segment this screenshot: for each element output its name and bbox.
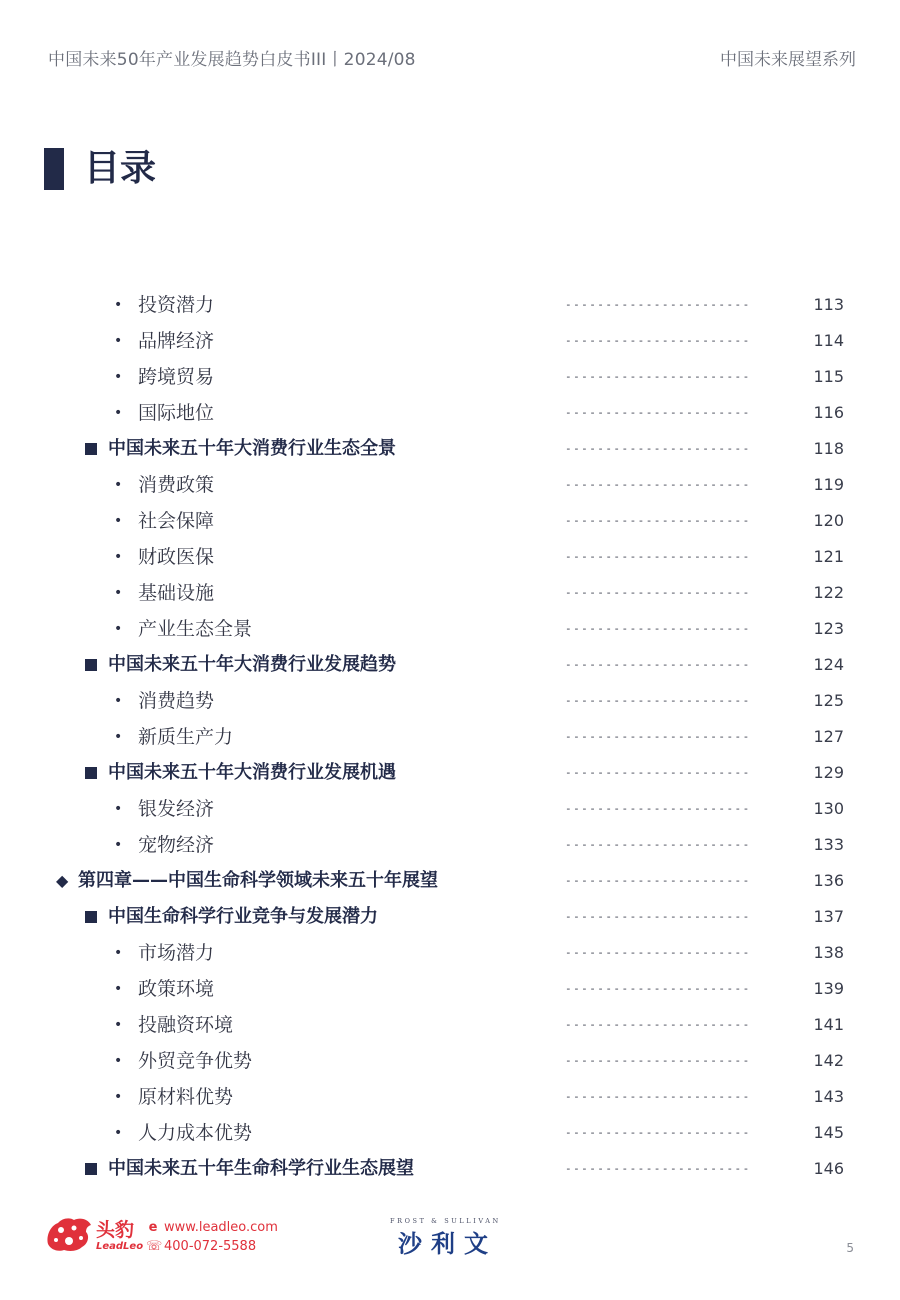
bullet-icon: • xyxy=(114,333,123,349)
toc-leader-dashes: ----------------------- xyxy=(565,550,751,563)
toc-entry-label: 投融资环境 xyxy=(138,1014,234,1036)
toc-leader-dashes: ----------------------- xyxy=(565,514,751,527)
toc-entry-page: 124 xyxy=(813,655,844,674)
toc-leader-dashes: ----------------------- xyxy=(565,658,751,671)
toc-entry[interactable] xyxy=(0,611,900,647)
toc-entry-page: 139 xyxy=(813,979,844,998)
diamond-bullet-icon: ◆ xyxy=(56,871,69,890)
bullet-icon: • xyxy=(114,585,123,601)
toc-entry[interactable] xyxy=(0,359,900,395)
toc-leader-dashes: ----------------------- xyxy=(565,1018,751,1031)
toc-entry[interactable] xyxy=(0,863,900,899)
toc-entry-label: 政策环境 xyxy=(138,978,215,1000)
toc-entry-label: 消费政策 xyxy=(138,474,215,496)
table-of-contents xyxy=(0,287,900,1187)
bullet-icon: • xyxy=(114,693,123,709)
toc-entry-label: 中国未来五十年生命科学行业生态展望 xyxy=(108,1158,414,1179)
bullet-icon: • xyxy=(114,621,123,637)
toc-entry-page: 129 xyxy=(813,763,844,782)
toc-entry-page: 120 xyxy=(813,511,844,530)
square-bullet-icon xyxy=(85,443,97,455)
toc-leader-dashes: ----------------------- xyxy=(565,730,751,743)
toc-entry[interactable] xyxy=(0,539,900,575)
toc-entry-label: 市场潜力 xyxy=(138,942,215,964)
series-name: 中国未来展望系列 xyxy=(720,50,856,70)
square-bullet-icon xyxy=(85,911,97,923)
bullet-icon: • xyxy=(114,477,123,493)
toc-entry-page: 130 xyxy=(813,799,844,818)
toc-entry-label: 中国未来五十年大消费行业生态全景 xyxy=(108,438,396,459)
brand-name-cn: 头豹 xyxy=(96,1219,135,1241)
toc-entry-page: 114 xyxy=(813,331,844,350)
toc-entry-label: 人力成本优势 xyxy=(138,1122,253,1144)
toc-entry[interactable] xyxy=(0,1151,900,1187)
phone-contact xyxy=(146,1239,256,1254)
toc-leader-dashes: ----------------------- xyxy=(565,442,751,455)
toc-leader-dashes: ----------------------- xyxy=(565,478,751,491)
bullet-icon: • xyxy=(114,837,123,853)
toc-entry-label: 产业生态全景 xyxy=(138,618,253,640)
toc-entry[interactable] xyxy=(0,323,900,359)
toc-entry-label: 社会保障 xyxy=(138,510,215,532)
website-link[interactable] xyxy=(146,1220,278,1235)
toc-entry-label: 基础设施 xyxy=(138,582,215,604)
bullet-icon: • xyxy=(114,1089,123,1105)
square-bullet-icon xyxy=(85,767,97,779)
toc-leader-dashes: ----------------------- xyxy=(565,370,751,383)
toc-leader-dashes: ----------------------- xyxy=(565,694,751,707)
toc-entry-label: 国际地位 xyxy=(138,402,215,424)
globe-icon: e xyxy=(148,1220,158,1235)
toc-entry-page: 122 xyxy=(813,583,844,602)
toc-entry[interactable] xyxy=(0,755,900,791)
toc-entry-label: 中国未来五十年大消费行业发展趋势 xyxy=(108,654,396,675)
toc-leader-dashes: ----------------------- xyxy=(565,622,751,635)
toc-leader-dashes: ----------------------- xyxy=(565,334,751,347)
toc-entry-page: 146 xyxy=(813,1159,844,1178)
toc-entry[interactable] xyxy=(0,971,900,1007)
toc-entry[interactable] xyxy=(0,287,900,323)
toc-leader-dashes: ----------------------- xyxy=(565,1126,751,1139)
toc-leader-dashes: ----------------------- xyxy=(565,1162,751,1175)
partner-logo-cn: 沙利文 xyxy=(398,1230,497,1258)
toc-leader-dashes: ----------------------- xyxy=(565,1090,751,1103)
toc-entry[interactable] xyxy=(0,719,900,755)
toc-entry-page: 141 xyxy=(813,1015,844,1034)
partner-logo-en: FROST & SULLIVAN xyxy=(390,1217,501,1225)
brand-name-en: LeadLeo xyxy=(96,1241,144,1252)
toc-entry-label: 品牌经济 xyxy=(138,330,215,352)
toc-entry[interactable] xyxy=(0,1007,900,1043)
page-title: 目录 xyxy=(84,148,157,189)
toc-entry-page: 127 xyxy=(813,727,844,746)
toc-leader-dashes: ----------------------- xyxy=(565,766,751,779)
page-number: 5 xyxy=(846,1241,854,1255)
toc-entry[interactable] xyxy=(0,899,900,935)
bullet-icon: • xyxy=(114,405,123,421)
toc-entry-label: 银发经济 xyxy=(138,798,215,820)
toc-entry[interactable] xyxy=(0,1115,900,1151)
toc-entry[interactable] xyxy=(0,827,900,863)
toc-entry-label: 中国生命科学行业竞争与发展潜力 xyxy=(108,906,378,927)
toc-entry-page: 123 xyxy=(813,619,844,638)
toc-leader-dashes: ----------------------- xyxy=(565,1054,751,1067)
toc-entry-label: 新质生产力 xyxy=(138,726,234,748)
toc-entry-label: 宠物经济 xyxy=(138,834,215,856)
toc-entry-label: 原材料优势 xyxy=(138,1086,234,1108)
bullet-icon: • xyxy=(114,1125,123,1141)
bullet-icon: • xyxy=(114,945,123,961)
bullet-icon: • xyxy=(114,801,123,817)
toc-leader-dashes: ----------------------- xyxy=(565,838,751,851)
bullet-icon: • xyxy=(114,981,123,997)
toc-entry-label: 外贸竞争优势 xyxy=(138,1050,253,1072)
toc-entry-page: 121 xyxy=(813,547,844,566)
toc-entry[interactable] xyxy=(0,431,900,467)
toc-entry-label: 第四章——中国生命科学领域未来五十年展望 xyxy=(78,870,438,891)
toc-leader-dashes: ----------------------- xyxy=(565,802,751,815)
bullet-icon: • xyxy=(114,549,123,565)
toc-entry-page: 142 xyxy=(813,1051,844,1070)
toc-entry-page: 136 xyxy=(813,871,844,890)
toc-entry[interactable] xyxy=(0,1079,900,1115)
phone-text: 400-072-5588 xyxy=(164,1239,257,1254)
toc-leader-dashes: ----------------------- xyxy=(565,982,751,995)
bullet-icon: • xyxy=(114,513,123,529)
toc-entry-label: 投资潜力 xyxy=(138,294,215,316)
toc-entry[interactable] xyxy=(0,1043,900,1079)
bullet-icon: • xyxy=(114,1053,123,1069)
toc-entry[interactable] xyxy=(0,683,900,719)
toc-entry[interactable] xyxy=(0,575,900,611)
toc-leader-dashes: ----------------------- xyxy=(565,946,751,959)
title-accent-bar xyxy=(44,148,64,190)
toc-entry-page: 143 xyxy=(813,1087,844,1106)
bullet-icon: • xyxy=(114,369,123,385)
bullet-icon: • xyxy=(114,729,123,745)
toc-entry-label: 财政医保 xyxy=(138,546,215,568)
toc-leader-dashes: ----------------------- xyxy=(565,910,751,923)
toc-entry-page: 133 xyxy=(813,835,844,854)
toc-entry-page: 125 xyxy=(813,691,844,710)
toc-entry-page: 113 xyxy=(813,295,844,314)
toc-entry[interactable] xyxy=(0,467,900,503)
bullet-icon: • xyxy=(114,1017,123,1033)
toc-entry[interactable] xyxy=(0,935,900,971)
toc-entry[interactable] xyxy=(0,503,900,539)
toc-entry[interactable] xyxy=(0,647,900,683)
square-bullet-icon xyxy=(85,659,97,671)
toc-entry-page: 118 xyxy=(813,439,844,458)
toc-entry-page: 137 xyxy=(813,907,844,926)
phone-icon: ☏ xyxy=(146,1239,163,1254)
square-bullet-icon xyxy=(85,1163,97,1175)
toc-leader-dashes: ----------------------- xyxy=(565,874,751,887)
toc-entry-page: 145 xyxy=(813,1123,844,1142)
toc-entry-label: 中国未来五十年大消费行业发展机遇 xyxy=(108,762,396,783)
toc-entry[interactable] xyxy=(0,395,900,431)
website-text: www.leadleo.com xyxy=(164,1220,278,1235)
toc-leader-dashes: ----------------------- xyxy=(565,586,751,599)
toc-entry-label: 消费趋势 xyxy=(138,690,215,712)
toc-entry-page: 115 xyxy=(813,367,844,386)
toc-entry-page: 138 xyxy=(813,943,844,962)
bullet-icon: • xyxy=(114,297,123,313)
toc-entry[interactable] xyxy=(0,791,900,827)
toc-leader-dashes: ----------------------- xyxy=(565,298,751,311)
toc-leader-dashes: ----------------------- xyxy=(565,406,751,419)
leadleo-logo-icon xyxy=(44,1214,94,1254)
toc-entry-label: 跨境贸易 xyxy=(138,366,215,388)
toc-entry-page: 116 xyxy=(813,403,844,422)
toc-entry-page: 119 xyxy=(813,475,844,494)
document-title: 中国未来50年产业发展趋势白皮书III丨2024/08 xyxy=(48,50,416,70)
